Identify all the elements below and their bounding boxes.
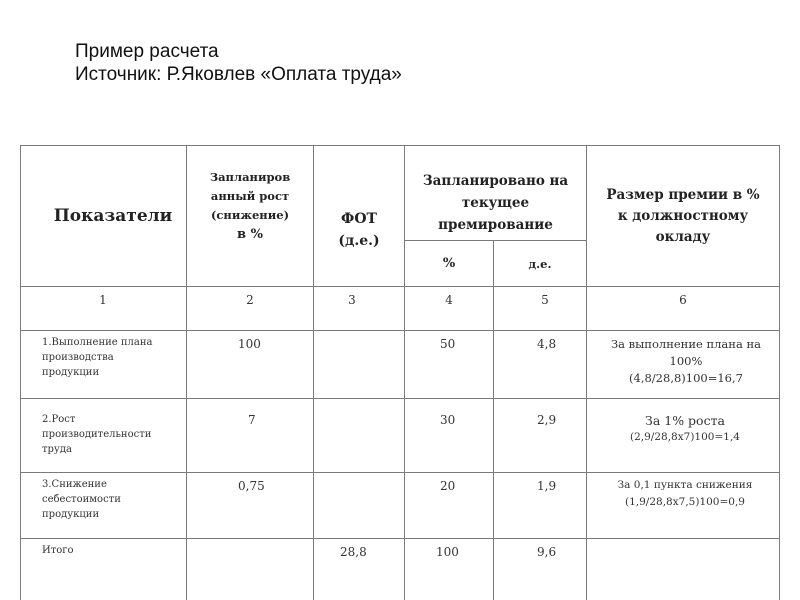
col-number-5: 5 <box>541 293 549 307</box>
header-bonus-size <box>587 185 779 248</box>
table-row-1-bottom <box>20 398 780 399</box>
table-row-1-name <box>42 335 184 380</box>
header-fot <box>314 208 404 252</box>
header-pct-label: % <box>442 256 456 271</box>
header-bonus-size-line-2: к должностному <box>617 208 749 224</box>
table-row-3-bottom <box>20 538 780 539</box>
col-number-1: 1 <box>99 293 107 307</box>
row-3-name-line-1: 3.Снижение <box>42 479 107 490</box>
row-total-name-line-1: Итого <box>42 545 74 556</box>
table-row-1-pct: 50 <box>440 337 456 351</box>
row-2-premium-line-1: За 1% роста <box>645 413 725 428</box>
row-1-name-line-1: 1.Выполнение плана <box>42 337 153 348</box>
row-3-name-line-3: продукции <box>42 509 100 520</box>
header-planned-bonus-line-1: Запланировано на <box>422 173 569 189</box>
header-fot-line-1: ФОТ <box>341 211 377 227</box>
row-1-premium-line-1: За выполнение плана на <box>611 337 761 351</box>
title-line-2: Источник: Р.Яковлев «Оплата труда» <box>75 64 402 85</box>
table-row-2-premium <box>595 412 775 446</box>
col-number-4: 4 <box>445 293 453 307</box>
row-3-premium-line-2: (1,9/28,8х7,5)100=0,9 <box>625 496 745 508</box>
header-fot-line-2: (д.е.) <box>338 233 380 249</box>
row-3-premium-line-1: За 0,1 пункта снижения <box>617 479 753 491</box>
row-1-name-line-3: продукции <box>42 367 100 378</box>
header-de <box>494 241 586 286</box>
col-number-2: 2 <box>246 293 254 307</box>
table-row-3-premium <box>595 477 775 511</box>
row-1-name-line-2: производства <box>42 352 114 363</box>
row-2-name-line-3: труда <box>42 444 72 455</box>
table-row-total-de: 9,6 <box>537 545 557 559</box>
table-row-total-name <box>42 543 184 558</box>
page-title <box>75 40 402 86</box>
header-planned-growth-line-4: в % <box>237 227 263 242</box>
header-bonus-size-line-1: Размер премии в % <box>606 187 760 203</box>
header-planned-growth-line-3: (снижение) <box>210 208 290 222</box>
header-planned-bonus-line-3: премирование <box>438 217 553 233</box>
row-3-name-line-2: себестоимости <box>42 494 121 505</box>
table-row-1-growth: 100 <box>238 337 261 351</box>
row-2-name-line-2: производительности <box>42 429 152 440</box>
header-pct <box>405 241 493 286</box>
title-line-1: Пример расчета <box>75 41 219 62</box>
table-row-2-pct: 30 <box>440 413 456 427</box>
table-row-1-premium <box>600 336 772 387</box>
table-row-1-de: 4,8 <box>537 337 557 351</box>
table-row-3-de: 1,9 <box>537 479 557 493</box>
table-number-row-bottom <box>20 330 780 331</box>
table-row-3-name <box>42 477 184 522</box>
table-row-3-growth: 0,75 <box>238 479 265 493</box>
row-1-premium-line-2: 100% <box>669 354 703 368</box>
row-2-name-line-1: 2.Рост <box>42 414 76 425</box>
table-row-2-growth: 7 <box>248 413 256 427</box>
row-2-premium-line-2: (2,9/28,8х7)100=1,4 <box>630 431 740 443</box>
table-row-2-bottom <box>20 472 780 473</box>
table-row-2-de: 2,9 <box>537 413 557 427</box>
table-row-3-pct: 20 <box>440 479 456 493</box>
header-bonus-size-line-3: окладу <box>655 229 711 245</box>
header-planned-bonus <box>405 170 586 236</box>
table-row-2-name <box>42 412 184 457</box>
header-planned-growth <box>187 168 313 244</box>
table-header-bottom <box>20 286 780 287</box>
col-number-3: 3 <box>348 293 356 307</box>
table-border-right <box>779 145 780 600</box>
header-planned-bonus-line-2: текущее <box>461 195 530 211</box>
header-indicators <box>20 146 186 286</box>
header-planned-growth-line-1: Запланиров <box>209 170 291 184</box>
row-1-premium-line-3: (4,8/28,8)100=16,7 <box>629 371 743 385</box>
header-indicators-label: Показатели <box>53 206 173 226</box>
col-number-6: 6 <box>679 293 687 307</box>
table-row-total-pct: 100 <box>436 545 459 559</box>
header-de-label: д.е. <box>528 256 552 271</box>
table-row-total-fot: 28,8 <box>340 545 367 559</box>
header-planned-growth-line-2: анный рост <box>210 189 290 203</box>
